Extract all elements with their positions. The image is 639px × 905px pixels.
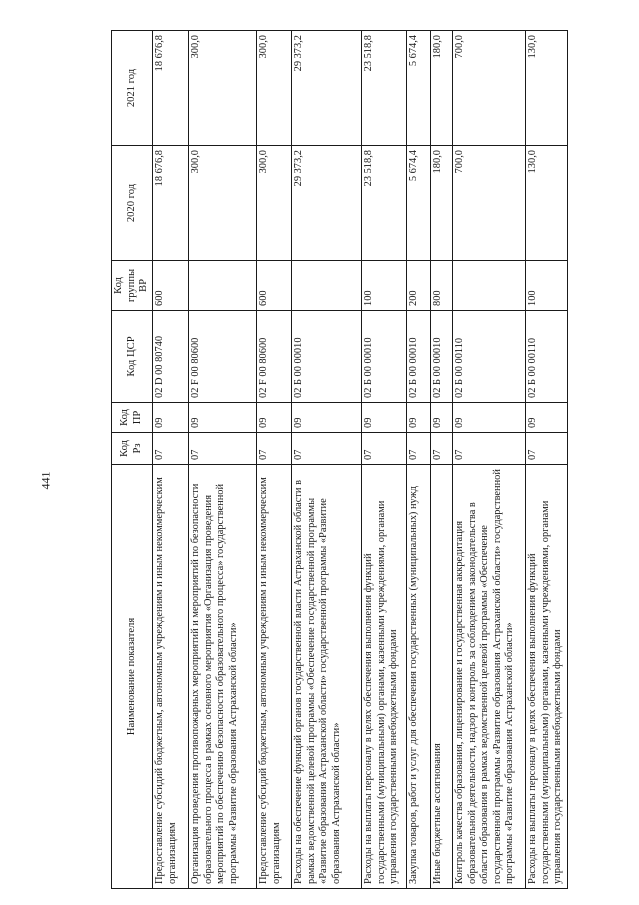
row-rz: 07 [257,433,292,465]
header-row [112,31,153,889]
row-csr: 02 F 00 80600 [189,311,257,403]
row-2021: 300,0 [189,31,257,146]
row-pr: 09 [292,403,362,433]
table-row [526,31,568,889]
row-vr [189,261,257,311]
header-csr: Код ЦСР [112,311,153,403]
row-name: Расходы на выплаты персоналу в целях обеспечения выполнения функций государственными (муниципальными) органами, казенными учреждениями, органами управления государственными внебюджетными фондами [362,465,407,889]
table-body [153,31,568,889]
header-name: Наименование показателя [112,465,153,889]
row-rz: 07 [292,433,362,465]
rotated-table-wrapper [111,31,564,889]
row-vr [453,261,526,311]
row-pr: 09 [153,403,189,433]
row-vr: 100 [362,261,407,311]
row-rz: 07 [526,433,568,465]
row-csr: 02 Б 00 00010 [292,311,362,403]
budget-table [111,30,568,889]
row-rz: 07 [407,433,431,465]
table-row [292,31,362,889]
table-row [362,31,407,889]
row-csr: 02 Б 00 00110 [453,311,526,403]
row-2021: 29 373,2 [292,31,362,146]
row-csr: 02 Б 00 00010 [431,311,453,403]
row-pr: 09 [257,403,292,433]
row-2021: 23 518,8 [362,31,407,146]
row-csr: 02 Б 00 00110 [526,311,568,403]
row-name: Иные бюджетные ассигнования [431,465,453,889]
row-vr: 600 [153,261,189,311]
row-2020: 18 676,8 [153,146,189,261]
row-2021: 700,0 [453,31,526,146]
row-2021: 300,0 [257,31,292,146]
page-number [34,460,58,500]
row-2020: 23 518,8 [362,146,407,261]
row-2020: 180,0 [431,146,453,261]
row-2021: 180,0 [431,31,453,146]
row-2020: 300,0 [257,146,292,261]
header-vr: Код группы ВР [112,261,153,311]
row-name: Организация проведения противопожарных мероприятий и мероприятий по безопасности образовательного процесса в рамках основного мероприятия «Организация проведения мероприятий по обеспечению безопасности образовательного процесса» государственной программы «Развитие образования Астраханской области» [189,465,257,889]
row-2021: 130,0 [526,31,568,146]
row-csr: 02 Б 00 00010 [407,311,431,403]
row-2021: 18 676,8 [153,31,189,146]
table-row [189,31,257,889]
table-row [453,31,526,889]
row-2020: 29 373,2 [292,146,362,261]
row-rz: 07 [189,433,257,465]
row-2020: 700,0 [453,146,526,261]
row-vr: 100 [526,261,568,311]
row-vr: 800 [431,261,453,311]
table-row [407,31,431,889]
table-row [431,31,453,889]
table-row [257,31,292,889]
header-2020: 2020 год [112,146,153,261]
header-pr: Код ПР [112,403,153,433]
row-rz: 07 [431,433,453,465]
row-pr: 09 [526,403,568,433]
row-csr: 02 F 00 80600 [257,311,292,403]
row-name: Расходы на обеспечение функций органов государственной власти Астраханской области в рамках ведомственной целевой программы «Обеспечение государственной программы «Развитие образования Астраханской области» государственной программы «Развитие образования Астраханской области» [292,465,362,889]
row-rz: 07 [453,433,526,465]
row-name: Контроль качества образования, лицензирование и государственная аккредитация образовательной деятельности, надзор и контроль за соблюдением законодательства в области образования в рамках ведомственной целевой программы «Обеспечение государственной программы «Развитие образования Астраханской области» государственной программы «Развитие образования Астраханской области» [453,465,526,889]
header-rz: Код Рз [112,433,153,465]
row-vr: 200 [407,261,431,311]
row-2020: 5 674,4 [407,146,431,261]
row-2021: 5 674,4 [407,31,431,146]
header-2021: 2021 год [112,31,153,146]
row-name: Расходы на выплаты персоналу в целях обеспечения выполнения функций государственными (муниципальными) органами, казенными учреждениями, органами управления государственными внебюджетными фондами [526,465,568,889]
row-rz: 07 [362,433,407,465]
row-csr: 02 Б 00 00010 [362,311,407,403]
row-vr: 600 [257,261,292,311]
row-name: Закупка товаров, работ и услуг для обеспечения государственных (муниципальных) нужд [407,465,431,889]
row-pr: 09 [431,403,453,433]
row-pr: 09 [453,403,526,433]
table-row [153,31,189,889]
row-csr: 02 D 00 80740 [153,311,189,403]
row-vr [292,261,362,311]
page-number-text: 441 [38,471,53,489]
row-pr: 09 [189,403,257,433]
row-pr: 09 [407,403,431,433]
row-pr: 09 [362,403,407,433]
row-name: Предоставление субсидий бюджетным, автономным учреждениям и иным некоммерческим организациям [257,465,292,889]
row-2020: 300,0 [189,146,257,261]
row-rz: 07 [153,433,189,465]
row-name: Предоставление субсидий бюджетным, автономным учреждениям и иным некоммерческим организациям [153,465,189,889]
row-2020: 130,0 [526,146,568,261]
